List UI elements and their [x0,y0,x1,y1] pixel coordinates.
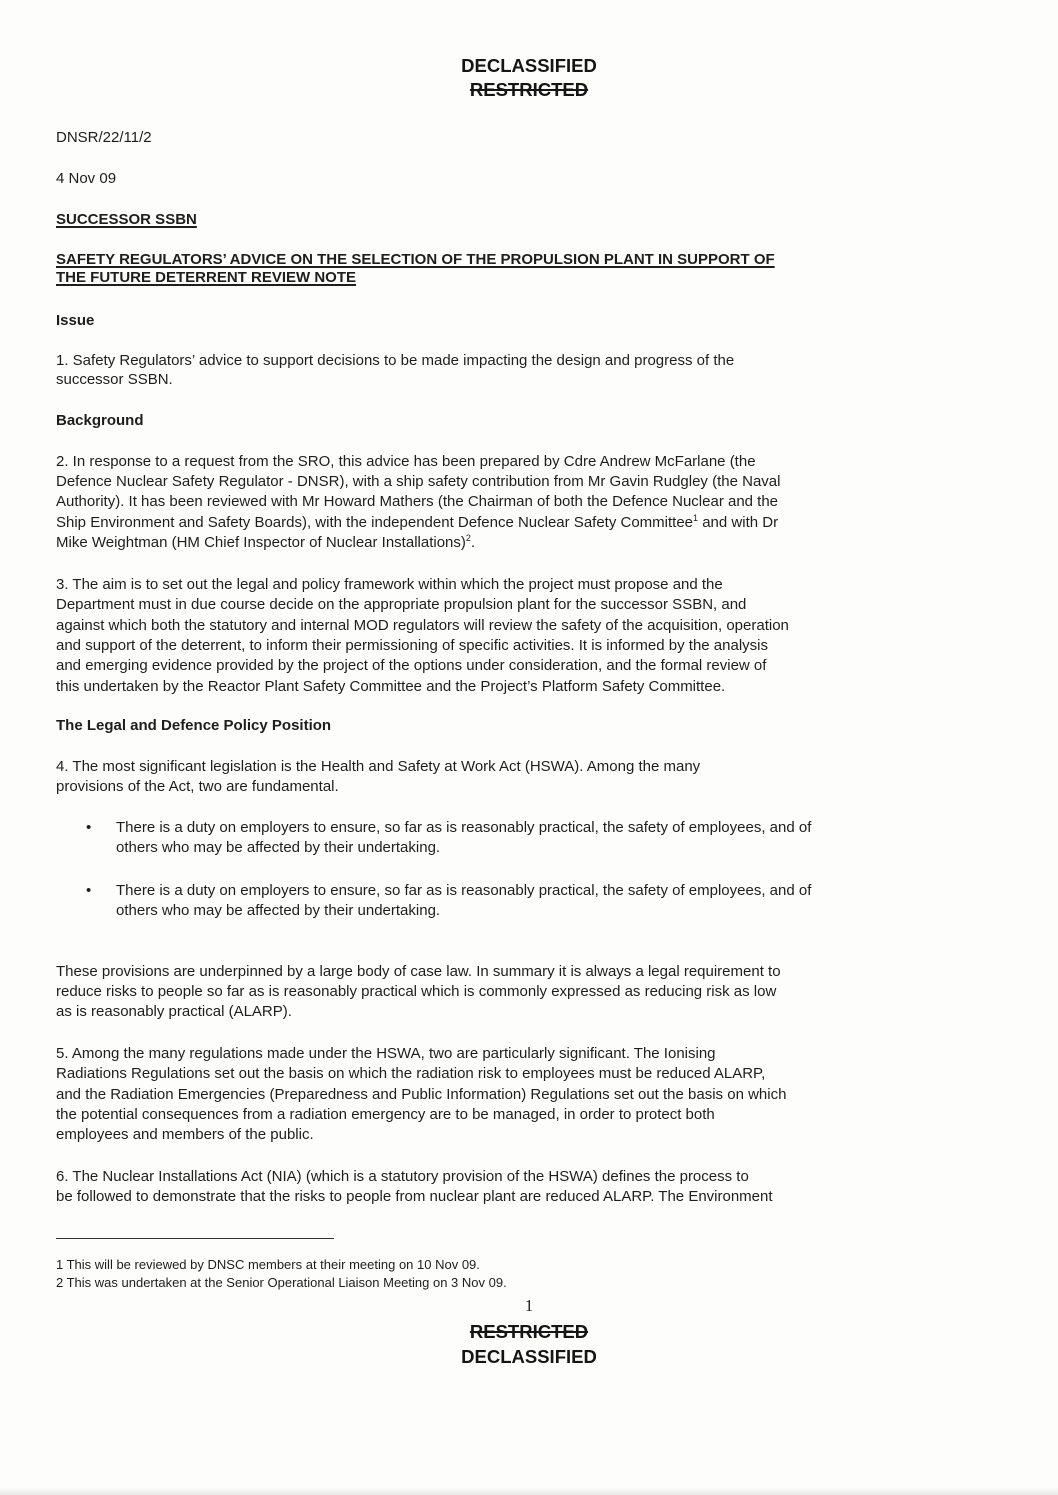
document-date: 4 Nov 09 [56,170,117,187]
para5-line3: and the Radiation Emergencies (Preparedness and Public Information) Regulations set out the basis on which [56,1086,787,1103]
reference-number: DNSR/22/11/2 [56,129,152,146]
para4-line2: provisions of the Act, two are fundamental. [56,778,339,795]
para6-line1: 6. The Nuclear Installations Act (NIA) (which is a statutory provision of the HSWA) defines the process to [56,1168,749,1185]
footnote-2: 2 This was undertaken at the Senior Operational Liaison Meeting on 3 Nov 09. [56,1275,507,1290]
para4b-line1: These provisions are underpinned by a large body of case law. In summary it is always a legal requirement to [56,963,781,980]
classification-restricted-top: RESTRICTED [469,79,589,100]
para2-line1: 2. In response to a request from the SRO, this advice has been prepared by Cdre Andrew McFarlane (the [56,453,756,470]
classification-declassified-bottom: DECLASSIFIED [461,1346,597,1367]
para2-line3: Authority). It has been reviewed with Mr Howard Mathers (the Chairman of both the Defence Nuclear and the [56,493,779,510]
footnote-separator [56,1238,334,1239]
bullet-dot-icon: • [86,882,92,899]
para4b-line2: reduce risks to people so far as is reasonably practical which is commonly expressed as reducing risk as low [56,983,777,1000]
para6-line2: be followed to demonstrate that the risks to people from nuclear plant are reduced ALARP. The Environment [56,1188,773,1205]
document-subtitle-line2: THE FUTURE DETERRENT REVIEW NOTE [56,269,357,286]
para2-line2: Defence Nuclear Safety Regulator - DNSR), with a ship safety contribution from Mr Gavin Rudgley (the Naval [56,473,781,490]
para4-line1: 4. The most significant legislation is the Health and Safety at Work Act (HSWA). Among the many [56,758,701,775]
legal-policy-heading: The Legal and Defence Policy Position [56,717,332,734]
footnote-1: 1 This will be reviewed by DNSC members at their meeting on 10 Nov 09. [56,1257,480,1272]
bullet-item-1-line1: There is a duty on employers to ensure, so far as is reasonably practical, the safety of employees, and of [116,819,812,836]
bullet-item-2-text [116,881,946,920]
document-title: SUCCESSOR SSBN [56,211,197,228]
para4b-line3: as is reasonably practical (ALARP). [56,1003,292,1020]
para3-line2: Department must in due course decide on the appropriate propulsion plant for the successor SSBN, and [56,596,747,613]
bullet-item-1-line2: others who may be affected by their undertaking. [116,838,441,856]
bullet-dot-icon: • [86,819,92,836]
para3-line5: and emerging evidence provided by the project of the options under consideration, and the formal review of [56,657,767,674]
para3-line3: against which both the statutory and internal MOD regulators will review the safety of the acquisition, operation [56,617,789,634]
classification-restricted-bottom: RESTRICTED [469,1321,589,1342]
page-number: 1 [524,1296,534,1315]
para5-line5: employees and members of the public. [56,1126,314,1143]
para5-line4: the potential consequences from a radiation emergency are to be managed, in order to protect both [56,1106,715,1123]
para2-line5 [56,533,936,553]
para1-line2: successor SSBN. [56,371,173,388]
para2-line5-tail: . [470,534,476,551]
bullet-item-2-line2: others who may be affected by their undertaking. [116,901,441,919]
bullet-item-1-text [116,818,946,857]
issue-heading: Issue [56,312,95,329]
para3-line6: this undertaken by the Reactor Plant Safety Committee and the Project’s Platform Safety Committee. [56,678,726,695]
document-subtitle-line1: SAFETY REGULATORS’ ADVICE ON THE SELECTION OF THE PROPULSION PLANT IN SUPPORT OF [56,251,775,268]
para2-line4-text: Ship Environment and Safety Boards), with the independent Defence Nuclear Safety Committee [56,514,694,531]
scan-edge-shadow [0,1487,1058,1495]
footnote-ref-1: 1 [693,513,699,523]
footnote-ref-2: 2 [465,533,471,543]
para3-line4: and support of the deterrent, to inform their permissioning of specific activities. It is informed by the analysis [56,637,769,654]
bullet-item-2-line1: There is a duty on employers to ensure, so far as is reasonably practical, the safety of employees, and of [116,882,812,899]
para2-line5-text: Mike Weightman (HM Chief Inspector of Nuclear Installations) [56,534,466,551]
para1-line1: 1. Safety Regulators’ advice to support decisions to be made impacting the design and progress of the [56,352,735,369]
classification-declassified-top: DECLASSIFIED [461,55,597,76]
para3-line1: 3. The aim is to set out the legal and policy framework within which the project must propose and the [56,576,723,593]
para5-line1: 5. Among the many regulations made under the HSWA, two are particularly significant. The Ionising [56,1045,716,1062]
para2-line4 [56,513,936,533]
background-heading: Background [56,412,144,429]
para2-line4-tail: and with Dr [698,514,779,531]
para5-line2: Radiations Regulations set out the basis on which the radiation risk to employees must be reduced ALARP, [56,1065,766,1082]
